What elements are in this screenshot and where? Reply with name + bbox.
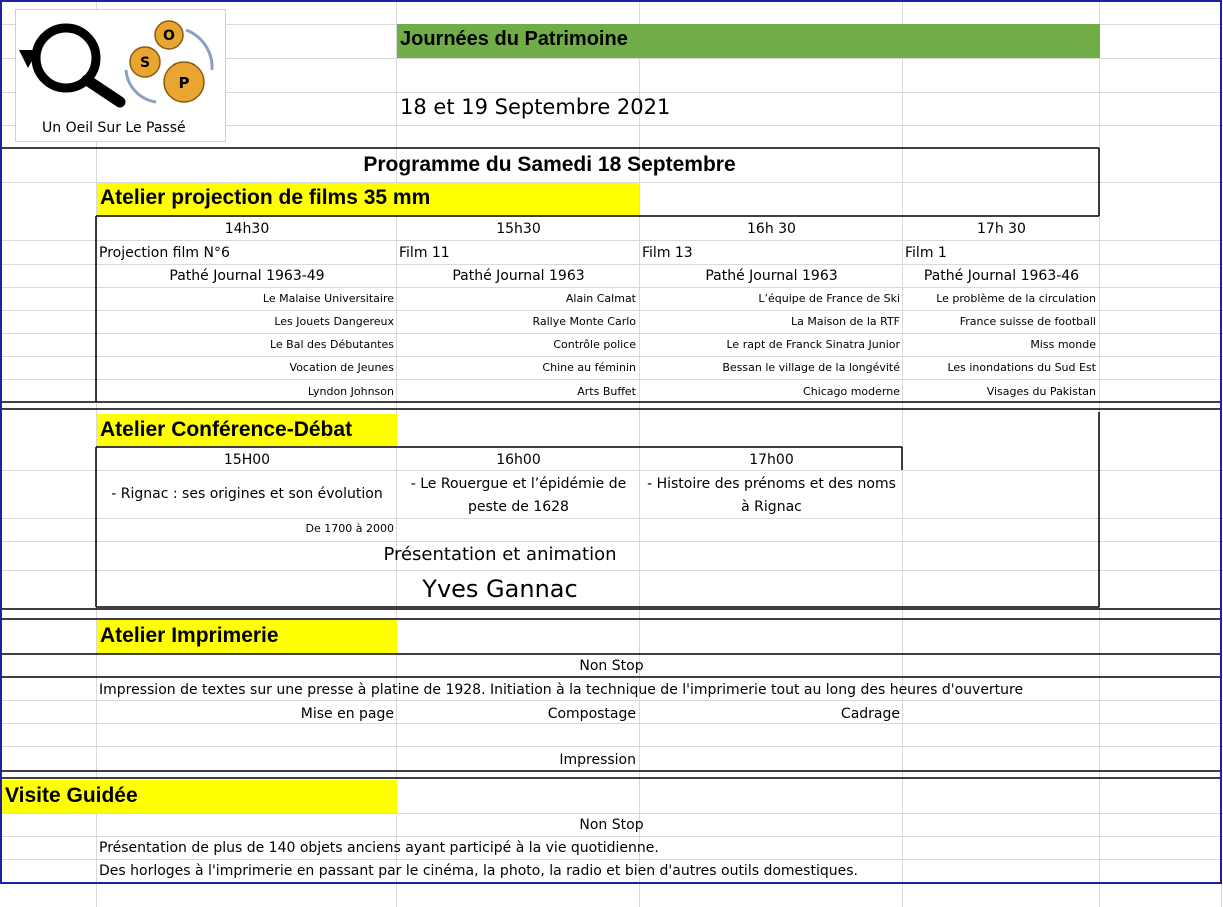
film-journal: Pathé Journal 1963 [452, 268, 585, 284]
imprimerie-step: Mise en page [300, 706, 394, 722]
conference-time: 16h00 [496, 452, 541, 468]
film-journal: Pathé Journal 1963 [705, 268, 838, 284]
film-topic: Arts Buffet [577, 385, 636, 398]
conference-talk-period: De 1700 à 2000 [305, 522, 394, 535]
visite-description-line: Présentation de plus de 140 objets anciens ayant participé à la vie quotidienne. [99, 840, 659, 856]
visite-non-stop: Non Stop [579, 817, 644, 833]
film-topic: Le rapt de Franck Sinatra Junior [726, 338, 900, 351]
film-time: 16h 30 [747, 221, 796, 237]
film-journal: Pathé Journal 1963-49 [169, 268, 325, 284]
film-topic: Contrôle police [553, 338, 636, 351]
imprimerie-step: Cadrage [840, 706, 900, 722]
film-time: 17h 30 [977, 221, 1026, 237]
conference-talk: à Rignac [741, 499, 802, 515]
conference-talk: peste de 1628 [468, 499, 569, 515]
film-name: Film 13 [642, 245, 693, 261]
film-time: 15h30 [496, 221, 541, 237]
film-name: Film 1 [905, 245, 947, 261]
presentation-label: Présentation et animation [383, 544, 617, 565]
film-name: Film 11 [399, 245, 450, 261]
conference-talk: - Le Rouergue et l’épidémie de [410, 476, 627, 492]
film-topic: Visages du Pakistan [986, 385, 1096, 398]
gear-letter-s: S [139, 55, 151, 71]
visite-description-line: Des horloges à l'imprimerie en passant par le cinéma, la photo, la radio et bien d'autres outils domestiques. [99, 863, 858, 879]
film-topic: Chicago moderne [803, 385, 900, 398]
film-topic: Le Bal des Débutantes [269, 338, 394, 351]
imprimerie-description: Impression de textes sur une presse à platine de 1928. Initiation à la technique de l'imprimerie tout au long des heures d'ouverture [99, 682, 1024, 698]
visite-section-title: Visite Guidée [5, 784, 138, 807]
logo-caption: Un Oeil Sur Le Passé [42, 120, 186, 136]
film-topic: Alain Calmat [565, 292, 636, 305]
film-topic: Miss monde [1030, 338, 1096, 351]
film-topic: Le problème de la circulation [936, 292, 1096, 305]
film-name: Projection film N°6 [99, 245, 230, 261]
imprimerie-section-title: Atelier Imprimerie [100, 624, 279, 647]
event-dates: 18 et 19 Septembre 2021 [400, 95, 671, 119]
film-topic: Les Jouets Dangereux [274, 315, 394, 328]
film-topic: Bessan le village de la longévité [722, 361, 900, 374]
film-topic: Le Malaise Universitaire [262, 292, 394, 305]
film-topic: Chine au féminin [542, 361, 636, 374]
film-topic: Lyndon Johnson [307, 385, 394, 398]
imprimerie-non-stop: Non Stop [579, 658, 644, 674]
film-topic: Vocation de Jeunes [289, 361, 394, 374]
conference-talk: - Histoire des prénoms et des noms [647, 476, 896, 492]
conference-section-title: Atelier Conférence-Débat [100, 418, 353, 441]
film-journal: Pathé Journal 1963-46 [923, 268, 1080, 284]
film-topic: L’équipe de France de Ski [758, 292, 900, 305]
page-title: Journées du Patrimoine [400, 28, 628, 50]
conference-time: 17h00 [749, 452, 794, 468]
film-topic: Rallye Monte Carlo [532, 315, 636, 328]
conference-talk: - Rignac : ses origines et son évolution [111, 486, 383, 502]
programme-title: Programme du Samedi 18 Septembre [363, 153, 736, 176]
film-topic: La Maison de la RTF [790, 315, 900, 328]
conference-time: 15H00 [223, 452, 271, 468]
gear-letter-p: P [178, 74, 190, 92]
presenter-name: Yves Gannac [422, 575, 578, 603]
film-time: 14h30 [224, 221, 270, 237]
imprimerie-step: Impression [559, 752, 636, 768]
films-section-title: Atelier projection de films 35 mm [100, 186, 431, 209]
gear-letter-o: O [163, 28, 175, 44]
film-topic: France suisse de football [959, 315, 1096, 328]
imprimerie-step: Compostage [547, 706, 636, 722]
logo [15, 9, 226, 142]
film-topic: Les inondations du Sud Est [947, 361, 1096, 374]
